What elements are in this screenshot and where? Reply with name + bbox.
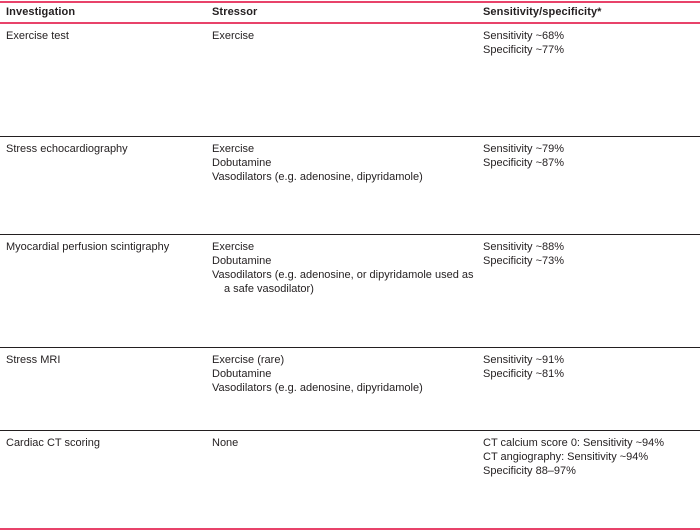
- stressor-line: Dobutamine: [212, 157, 272, 169]
- stressor-line: Exercise: [212, 30, 255, 42]
- cell-stressor: [212, 240, 474, 296]
- header-sensitivity-specificity: Sensitivity/specificity*: [483, 6, 602, 18]
- stressor-line: Dobutamine: [212, 255, 272, 267]
- sens-spec-line: Specificity 88–97%: [483, 465, 576, 477]
- sens-spec-line: Specificity ~73%: [483, 255, 565, 267]
- cell-investigation: Myocardial perfusion scintigraphy: [6, 241, 170, 253]
- cell-sensitivity-specificity: [483, 240, 698, 268]
- stressor-line: Exercise (rare): [212, 354, 285, 366]
- table-top-rule: [0, 1, 700, 3]
- cell-stressor: [212, 436, 474, 450]
- table-row: [0, 431, 700, 528]
- cell-sensitivity-specificity: [483, 353, 698, 381]
- header-stressor: Stressor: [212, 6, 258, 18]
- stressor-line: Vasodilators (e.g. adenosine, dipyridamole): [212, 171, 423, 183]
- header-investigation: Investigation: [6, 6, 76, 18]
- stressor-line: Dobutamine: [212, 368, 272, 380]
- stressor-line: Vasodilators (e.g. adenosine, dipyridamole): [212, 382, 423, 394]
- stressor-line: None: [212, 437, 239, 449]
- cell-stressor: [212, 29, 474, 43]
- sens-spec-line: Sensitivity ~88%: [483, 241, 565, 253]
- table-bottom-rule: [0, 528, 700, 530]
- table-row: [0, 348, 700, 430]
- cell-sensitivity-specificity: [483, 436, 698, 478]
- cell-investigation: Stress MRI: [6, 354, 61, 366]
- sens-spec-line: Specificity ~87%: [483, 157, 565, 169]
- stressor-line: Exercise: [212, 241, 255, 253]
- sens-spec-line: Specificity ~77%: [483, 44, 565, 56]
- sens-spec-line: CT calcium score 0: Sensitivity ~94%: [483, 437, 665, 449]
- cell-sensitivity-specificity: [483, 29, 698, 57]
- cell-sensitivity-specificity: [483, 142, 698, 170]
- cell-investigation: Stress echocardiography: [6, 143, 128, 155]
- sens-spec-line: CT angiography: Sensitivity ~94%: [483, 451, 649, 463]
- table-row: [0, 137, 700, 234]
- sens-spec-line: Sensitivity ~79%: [483, 143, 565, 155]
- cell-stressor: [212, 353, 474, 395]
- stressor-line: Vasodilators (e.g. adenosine, or dipyridamole used as a safe vasodilator): [212, 269, 474, 295]
- cell-investigation: Exercise test: [6, 30, 69, 42]
- sens-spec-line: Sensitivity ~68%: [483, 30, 565, 42]
- stressor-line: Exercise: [212, 143, 255, 155]
- sens-spec-line: Sensitivity ~91%: [483, 354, 565, 366]
- table-row: [0, 24, 700, 136]
- table-row: [0, 235, 700, 347]
- sens-spec-line: Specificity ~81%: [483, 368, 565, 380]
- cell-stressor: [212, 142, 474, 184]
- cell-investigation: Cardiac CT scoring: [6, 437, 100, 449]
